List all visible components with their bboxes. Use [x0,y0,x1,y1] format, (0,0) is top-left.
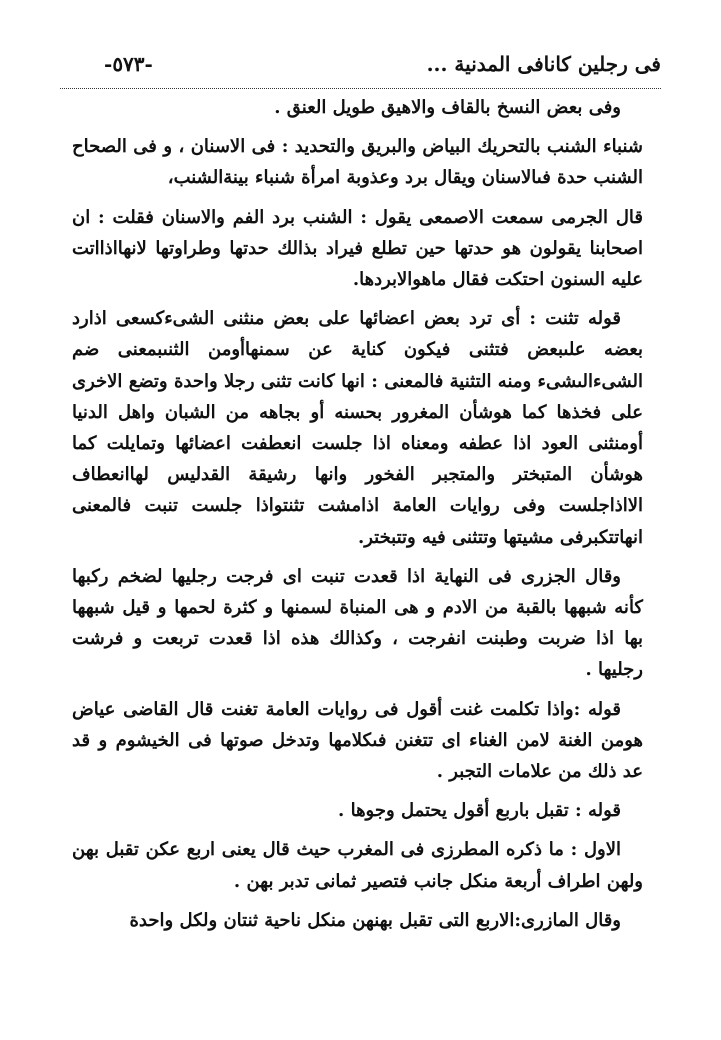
page-number: -٥٧٣- [104,52,153,76]
paragraph: وقال الجزرى فى النهاية اذا قعدت تنبت اى فرجت رجليها لضخم ركبها كأنه شبهها بالقبة من الادم و هى المنباة لسمنها و كثرة لحمها و قيل شبهها بها اذا ضربت وطبنت انفرجت ، وكذالك هذه اذا قعدت تربعت و فرشت رجليها . [72,565,643,681]
body-text [72,92,643,936]
running-header [60,48,661,84]
paragraph: وقال المازرى:الاربع التى تقبل بهنهن منكل ناحية ثنتان ولكل واحدة [129,909,621,931]
paragraph: الاول : ما ذكره المطرزى فى المغرب حيث قال يعنى اربع عكن تقبل بهن ولهن اطراف أربعة منكل جانب فتصير ثمانى تدبر بهن . [72,839,643,892]
paragraph: شنباء الشنب بالتحريك البياض والبريق والتحديد : فى الاسنان ، و فى الصحاح الشنب حدة فىالاسنان ويقال برد وعذوبة امرأة شنباء بينةالشنب، [72,136,643,189]
paragraph: وفى بعض النسخ بالقاف والاهيق طويل العنق . [274,97,621,118]
header-title: فى رجلين كانافى المدنية ... [426,52,661,76]
paragraph: قوله :واذا تكلمت غنت أقول فى روايات العامة تغنت قال القاضى عياض هومن الغنة لامن الغناء اى تتغنن فىكلامها وتدخل صوتها فى الخيشوم و قد عد ذلك من علامات التجبر . [72,698,643,783]
header-divider [60,88,661,89]
paragraph: قوله : تقبل باربع أقول يحتمل وجوها . [338,800,621,822]
paragraph: قوله تثنت : أى ترد بعض اعضائها على بعض منثنى الشىءكسعى اذارد بعضه علىبعض فتثنى فيكون كناية عن سمنهاأومن الثنىبمعنى ضم الشىءالىشىء ومنه التثنية فالمعنى : انها كانت تثنى رجلا واحدة وتضع الاخرى على فخذها كما هوشأن المغرور بحسنه أو بجاهه من الشبان واهل الدنيا أومنثنى العود اذا عطفه ومعناه اذا جلست انعطفت اعضائها وتمايلت كما هوشأن المتبختر والمتجبر الفخور وانها رشيقة القدليس لهاانعطاف الااذاجلست وفى روايات العامة اذامشت تثنتواذا جلست تنبت فالمعنى انهاتتكبرفى مشيتها وتتثنى فيه وتتبختر. [72,308,643,548]
paragraph: قال الجرمى سمعت الاصمعى يقول : الشنب برد الفم والاسنان فقلت : ان اصحابنا يقولون هو حدتها حين تطلع فيراد بذالك حدتها وطراوتها لانهااذااتت عليه السنون احتكت فقال ماهوالابردها. [72,206,643,291]
